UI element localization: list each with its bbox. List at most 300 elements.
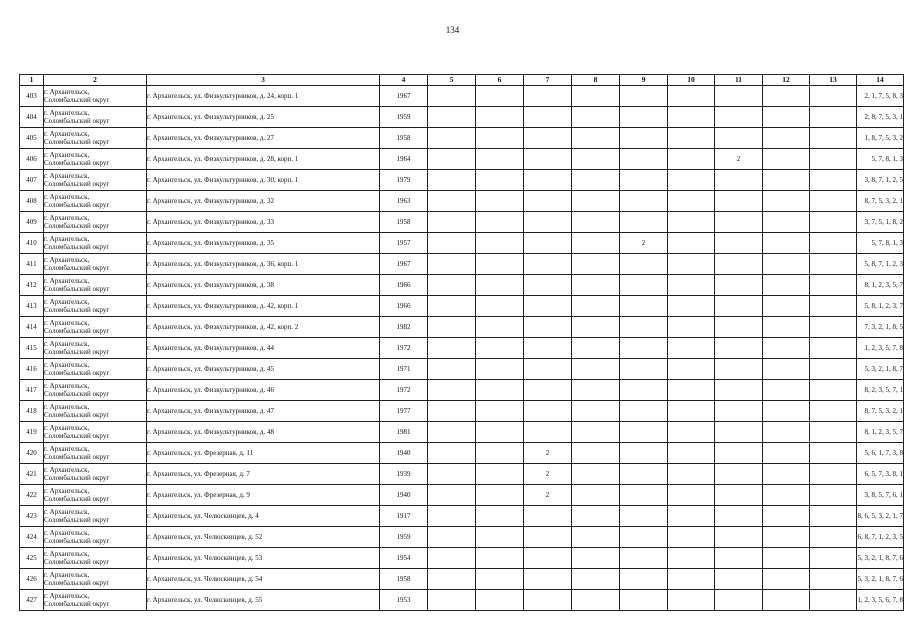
value-cell-col-11 (715, 254, 763, 275)
value-cell-col-6 (476, 380, 524, 401)
value-cell-col-8 (572, 170, 620, 191)
value-cell-col-5 (428, 233, 476, 254)
district-cell (44, 590, 147, 611)
value-cell-col-5 (428, 128, 476, 149)
value-cell-col-10 (668, 359, 715, 380)
district-cell (44, 86, 147, 107)
value-cell-col-9 (620, 149, 668, 170)
district-cell (44, 128, 147, 149)
value-cell-col-11 (715, 443, 763, 464)
table-row (20, 275, 904, 296)
year-cell: 1982 (380, 317, 428, 338)
value-cell-col-9 (620, 191, 668, 212)
row-number-cell: 409 (20, 212, 44, 233)
value-cell-col-10 (668, 422, 715, 443)
codes-cell: 1, 2, 3, 5, 6, 7, 8 (857, 590, 904, 611)
value-cell-col-12 (763, 191, 810, 212)
value-cell-col-12 (763, 338, 810, 359)
value-cell-col-7 (524, 212, 572, 233)
value-cell-col-7 (524, 128, 572, 149)
column-header-1: 1 (20, 75, 44, 86)
value-cell-col-9 (620, 548, 668, 569)
value-cell-col-6 (476, 254, 524, 275)
address-cell: г. Архангельск, ул. Физкультурников, д. 44 (147, 338, 380, 359)
value-cell-col-10 (668, 338, 715, 359)
row-number-cell: 426 (20, 569, 44, 590)
year-cell: 1977 (380, 401, 428, 422)
column-header-12: 12 (763, 75, 810, 86)
value-cell-col-6 (476, 212, 524, 233)
column-header-2: 2 (44, 75, 147, 86)
year-cell: 1959 (380, 107, 428, 128)
value-cell-col-10 (668, 317, 715, 338)
row-number-cell: 420 (20, 443, 44, 464)
value-cell-col-7 (524, 380, 572, 401)
table-row (20, 464, 904, 485)
value-cell-col-8 (572, 86, 620, 107)
year-cell: 1940 (380, 485, 428, 506)
district-line: Соломбальский округ (44, 201, 110, 209)
value-cell-col-7 (524, 401, 572, 422)
value-cell-col-5 (428, 338, 476, 359)
codes-cell: 5, 7, 8, 1, 3 (857, 233, 904, 254)
value-cell-col-6 (476, 317, 524, 338)
value-cell-col-9 (620, 443, 668, 464)
value-cell-col-11 (715, 527, 763, 548)
codes-cell: 8, 7, 5, 3, 2, 1 (857, 401, 904, 422)
value-cell-col-6 (476, 422, 524, 443)
value-cell-col-12 (763, 86, 810, 107)
value-cell-col-13 (810, 527, 857, 548)
row-number-cell: 411 (20, 254, 44, 275)
value-cell-col-9 (620, 485, 668, 506)
address-cell: г. Архангельск, ул. Челюскинцев, д. 55 (147, 590, 380, 611)
district-cell (44, 359, 147, 380)
value-cell-col-8 (572, 527, 620, 548)
address-cell: г. Архангельск, ул. Физкультурников, д. 28, корп. 1 (147, 149, 380, 170)
value-cell-col-12 (763, 107, 810, 128)
value-cell-col-5 (428, 191, 476, 212)
address-cell: г. Архангельск, ул. Физкультурников, д. 32 (147, 191, 380, 212)
district-cell (44, 191, 147, 212)
district-cell (44, 422, 147, 443)
district-line: г. Архангельск, (44, 507, 90, 516)
value-cell-col-11 (715, 506, 763, 527)
column-header-8: 8 (572, 75, 620, 86)
year-cell: 1957 (380, 233, 428, 254)
address-cell: г. Архангельск, ул. Физкультурников, д. 30, корп. 1 (147, 170, 380, 191)
district-line: Соломбальский округ (44, 369, 110, 377)
value-cell-col-12 (763, 548, 810, 569)
value-cell-col-10 (668, 254, 715, 275)
value-cell-col-9 (620, 359, 668, 380)
district-cell (44, 170, 147, 191)
row-number-cell: 427 (20, 590, 44, 611)
value-cell-col-5 (428, 212, 476, 233)
value-cell-col-9 (620, 569, 668, 590)
value-cell-col-11 (715, 107, 763, 128)
value-cell-col-6 (476, 506, 524, 527)
value-cell-col-11 (715, 464, 763, 485)
district-line: г. Архангельск, (44, 486, 90, 495)
district-line: Соломбальский округ (44, 411, 110, 419)
column-header-6: 6 (476, 75, 524, 86)
value-cell-col-12 (763, 296, 810, 317)
value-cell-col-8 (572, 443, 620, 464)
value-cell-col-7 (524, 359, 572, 380)
value-cell-col-11 (715, 296, 763, 317)
value-cell-col-13 (810, 359, 857, 380)
value-cell-col-12 (763, 380, 810, 401)
value-cell-col-5 (428, 254, 476, 275)
value-cell-col-8 (572, 359, 620, 380)
district-line: Соломбальский округ (44, 453, 110, 461)
value-cell-col-5 (428, 86, 476, 107)
value-cell-col-8 (572, 548, 620, 569)
value-cell-col-6 (476, 548, 524, 569)
value-cell-col-11 (715, 233, 763, 254)
value-cell-col-12 (763, 506, 810, 527)
district-cell (44, 380, 147, 401)
value-cell-col-7: 2 (524, 485, 572, 506)
column-header-10: 10 (668, 75, 715, 86)
value-cell-col-8 (572, 233, 620, 254)
value-cell-col-9 (620, 464, 668, 485)
value-cell-col-7 (524, 233, 572, 254)
table-row (20, 317, 904, 338)
district-cell (44, 443, 147, 464)
value-cell-col-12 (763, 527, 810, 548)
table-row (20, 191, 904, 212)
value-cell-col-5 (428, 569, 476, 590)
value-cell-col-11: 2 (715, 149, 763, 170)
value-cell-col-7 (524, 422, 572, 443)
table-row (20, 422, 904, 443)
address-cell: г. Архангельск, ул. Челюскинцев, д. 4 (147, 506, 380, 527)
value-cell-col-11 (715, 422, 763, 443)
value-cell-col-6 (476, 275, 524, 296)
value-cell-col-13 (810, 107, 857, 128)
header-row (20, 75, 904, 86)
table-row (20, 506, 904, 527)
value-cell-col-12 (763, 149, 810, 170)
value-cell-col-5 (428, 548, 476, 569)
district-line: Соломбальский округ (44, 558, 110, 566)
value-cell-col-5 (428, 275, 476, 296)
value-cell-col-5 (428, 401, 476, 422)
year-cell: 1917 (380, 506, 428, 527)
value-cell-col-13 (810, 191, 857, 212)
row-number-cell: 407 (20, 170, 44, 191)
value-cell-col-6 (476, 233, 524, 254)
value-cell-col-11 (715, 401, 763, 422)
district-line: г. Архангельск, (44, 234, 90, 243)
value-cell-col-8 (572, 422, 620, 443)
value-cell-col-13 (810, 590, 857, 611)
value-cell-col-12 (763, 422, 810, 443)
row-number-cell: 421 (20, 464, 44, 485)
value-cell-col-13 (810, 464, 857, 485)
value-cell-col-10 (668, 296, 715, 317)
address-cell: г. Архангельск, ул. Физкультурников, д. 33 (147, 212, 380, 233)
column-header-7: 7 (524, 75, 572, 86)
value-cell-col-10 (668, 443, 715, 464)
table-row (20, 86, 904, 107)
value-cell-col-8 (572, 149, 620, 170)
table-row (20, 107, 904, 128)
value-cell-col-12 (763, 170, 810, 191)
value-cell-col-9 (620, 506, 668, 527)
value-cell-col-12 (763, 590, 810, 611)
year-cell: 1939 (380, 464, 428, 485)
value-cell-col-7 (524, 149, 572, 170)
value-cell-col-5 (428, 485, 476, 506)
row-number-cell: 410 (20, 233, 44, 254)
district-cell (44, 338, 147, 359)
value-cell-col-7 (524, 569, 572, 590)
table-row (20, 443, 904, 464)
year-cell: 1959 (380, 527, 428, 548)
codes-cell: 5, 3, 2, 1, 8, 7, 6 (857, 569, 904, 590)
codes-cell: 8, 2, 3, 5, 7, 1 (857, 380, 904, 401)
district-cell (44, 548, 147, 569)
district-cell (44, 569, 147, 590)
address-cell: г. Архангельск, ул. Физкультурников, д. 48 (147, 422, 380, 443)
value-cell-col-13 (810, 401, 857, 422)
district-line: г. Архангельск, (44, 423, 90, 432)
district-line: Соломбальский округ (44, 474, 110, 482)
value-cell-col-11 (715, 485, 763, 506)
value-cell-col-10 (668, 275, 715, 296)
district-line: г. Архангельск, (44, 360, 90, 369)
value-cell-col-9 (620, 212, 668, 233)
value-cell-col-6 (476, 443, 524, 464)
year-cell: 1964 (380, 149, 428, 170)
value-cell-col-7: 2 (524, 464, 572, 485)
value-cell-col-5 (428, 422, 476, 443)
value-cell-col-13 (810, 233, 857, 254)
district-cell (44, 296, 147, 317)
value-cell-col-13 (810, 506, 857, 527)
district-line: Соломбальский округ (44, 306, 110, 314)
value-cell-col-13 (810, 338, 857, 359)
value-cell-col-12 (763, 485, 810, 506)
value-cell-col-10 (668, 527, 715, 548)
row-number-cell: 408 (20, 191, 44, 212)
value-cell-col-11 (715, 86, 763, 107)
table-row (20, 569, 904, 590)
value-cell-col-6 (476, 464, 524, 485)
district-line: Соломбальский округ (44, 432, 110, 440)
codes-cell: 6, 8, 7, 1, 2, 3, 5 (857, 527, 904, 548)
district-cell (44, 212, 147, 233)
value-cell-col-11 (715, 548, 763, 569)
row-number-cell: 415 (20, 338, 44, 359)
district-line: Соломбальский округ (44, 285, 110, 293)
district-line: Соломбальский округ (44, 264, 110, 272)
year-cell: 1971 (380, 359, 428, 380)
value-cell-col-13 (810, 275, 857, 296)
district-line: г. Архангельск, (44, 591, 90, 600)
value-cell-col-6 (476, 359, 524, 380)
value-cell-col-13 (810, 380, 857, 401)
value-cell-col-9 (620, 590, 668, 611)
value-cell-col-13 (810, 443, 857, 464)
address-cell: г. Архангельск, ул. Челюскинцев, д. 52 (147, 527, 380, 548)
column-header-3: 3 (147, 75, 380, 86)
value-cell-col-6 (476, 527, 524, 548)
value-cell-col-12 (763, 254, 810, 275)
year-cell: 1958 (380, 212, 428, 233)
district-line: Соломбальский округ (44, 96, 110, 104)
district-line: Соломбальский округ (44, 579, 110, 587)
address-cell: г. Архангельск, ул. Физкультурников, д. 42, корп. 1 (147, 296, 380, 317)
codes-cell: 5, 6, 1, 7, 3, 8 (857, 443, 904, 464)
value-cell-col-5 (428, 590, 476, 611)
value-cell-col-6 (476, 107, 524, 128)
value-cell-col-6 (476, 296, 524, 317)
value-cell-col-11 (715, 359, 763, 380)
value-cell-col-8 (572, 212, 620, 233)
value-cell-col-7 (524, 548, 572, 569)
table-row (20, 296, 904, 317)
district-line: Соломбальский округ (44, 243, 110, 251)
table-row (20, 401, 904, 422)
value-cell-col-9 (620, 275, 668, 296)
row-number-cell: 414 (20, 317, 44, 338)
district-line: Соломбальский округ (44, 327, 110, 335)
address-cell: г. Архангельск, ул. Физкультурников, д. 24, корп. 1 (147, 86, 380, 107)
value-cell-col-5 (428, 527, 476, 548)
value-cell-col-7 (524, 170, 572, 191)
value-cell-col-12 (763, 401, 810, 422)
district-line: Соломбальский округ (44, 516, 110, 524)
table-row (20, 359, 904, 380)
address-cell: г. Архангельск, ул. Фрезерная, д. 11 (147, 443, 380, 464)
value-cell-col-7 (524, 506, 572, 527)
value-cell-col-12 (763, 233, 810, 254)
year-cell: 1963 (380, 191, 428, 212)
district-cell (44, 107, 147, 128)
value-cell-col-9: 2 (620, 233, 668, 254)
value-cell-col-12 (763, 359, 810, 380)
district-line: Соломбальский округ (44, 495, 110, 503)
value-cell-col-8 (572, 506, 620, 527)
district-cell (44, 506, 147, 527)
value-cell-col-11 (715, 338, 763, 359)
codes-cell: 7, 3, 2, 1, 8, 5 (857, 317, 904, 338)
year-cell: 1966 (380, 296, 428, 317)
value-cell-col-10 (668, 590, 715, 611)
row-number-cell: 403 (20, 86, 44, 107)
value-cell-col-9 (620, 317, 668, 338)
table-row (20, 233, 904, 254)
district-cell (44, 275, 147, 296)
year-cell: 1958 (380, 569, 428, 590)
district-line: г. Архангельск, (44, 276, 90, 285)
table-row (20, 380, 904, 401)
address-cell: г. Архангельск, ул. Челюскинцев, д. 54 (147, 569, 380, 590)
table-row (20, 128, 904, 149)
value-cell-col-12 (763, 569, 810, 590)
column-header-14: 14 (857, 75, 904, 86)
value-cell-col-8 (572, 590, 620, 611)
district-cell (44, 464, 147, 485)
value-cell-col-6 (476, 401, 524, 422)
value-cell-col-11 (715, 317, 763, 338)
value-cell-col-9 (620, 128, 668, 149)
table-row (20, 170, 904, 191)
value-cell-col-11 (715, 275, 763, 296)
table-row (20, 485, 904, 506)
row-number-cell: 418 (20, 401, 44, 422)
value-cell-col-9 (620, 380, 668, 401)
codes-cell: 5, 8, 7, 1, 2, 3 (857, 254, 904, 275)
value-cell-col-7 (524, 275, 572, 296)
district-line: Соломбальский округ (44, 222, 110, 230)
district-line: Соломбальский округ (44, 390, 110, 398)
value-cell-col-9 (620, 107, 668, 128)
codes-cell: 8, 6, 5, 3, 2, 1, 7 (857, 506, 904, 527)
value-cell-col-5 (428, 443, 476, 464)
housing-registry-table (19, 74, 904, 611)
district-line: г. Архангельск, (44, 444, 90, 453)
row-number-cell: 422 (20, 485, 44, 506)
value-cell-col-7 (524, 254, 572, 275)
value-cell-col-9 (620, 254, 668, 275)
district-cell (44, 233, 147, 254)
district-line: Соломбальский округ (44, 159, 110, 167)
value-cell-col-8 (572, 107, 620, 128)
address-cell: г. Архангельск, ул. Физкультурников, д. 25 (147, 107, 380, 128)
value-cell-col-7 (524, 590, 572, 611)
value-cell-col-8 (572, 191, 620, 212)
value-cell-col-7 (524, 191, 572, 212)
value-cell-col-11 (715, 380, 763, 401)
district-line: г. Архангельск, (44, 318, 90, 327)
value-cell-col-13 (810, 254, 857, 275)
district-line: г. Архангельск, (44, 129, 90, 138)
value-cell-col-10 (668, 506, 715, 527)
value-cell-col-6 (476, 149, 524, 170)
district-line: г. Архангельск, (44, 255, 90, 264)
district-line: г. Архангельск, (44, 192, 90, 201)
district-line: г. Архангельск, (44, 297, 90, 306)
district-line: Соломбальский округ (44, 138, 110, 146)
district-line: Соломбальский округ (44, 180, 110, 188)
value-cell-col-5 (428, 107, 476, 128)
district-line: г. Архангельск, (44, 339, 90, 348)
value-cell-col-8 (572, 317, 620, 338)
value-cell-col-8 (572, 254, 620, 275)
address-cell: г. Архангельск, ул. Челюскинцев, д. 53 (147, 548, 380, 569)
value-cell-col-11 (715, 191, 763, 212)
year-cell: 1979 (380, 170, 428, 191)
value-cell-col-8 (572, 338, 620, 359)
address-cell: г. Архангельск, ул. Физкультурников, д. 38 (147, 275, 380, 296)
value-cell-col-13 (810, 149, 857, 170)
value-cell-col-6 (476, 338, 524, 359)
district-cell (44, 254, 147, 275)
page-number: 134 (445, 25, 460, 35)
value-cell-col-5 (428, 380, 476, 401)
year-cell: 1954 (380, 548, 428, 569)
table-row (20, 338, 904, 359)
row-number-cell: 406 (20, 149, 44, 170)
district-line: г. Архангельск, (44, 465, 90, 474)
row-number-cell: 425 (20, 548, 44, 569)
value-cell-col-6 (476, 128, 524, 149)
